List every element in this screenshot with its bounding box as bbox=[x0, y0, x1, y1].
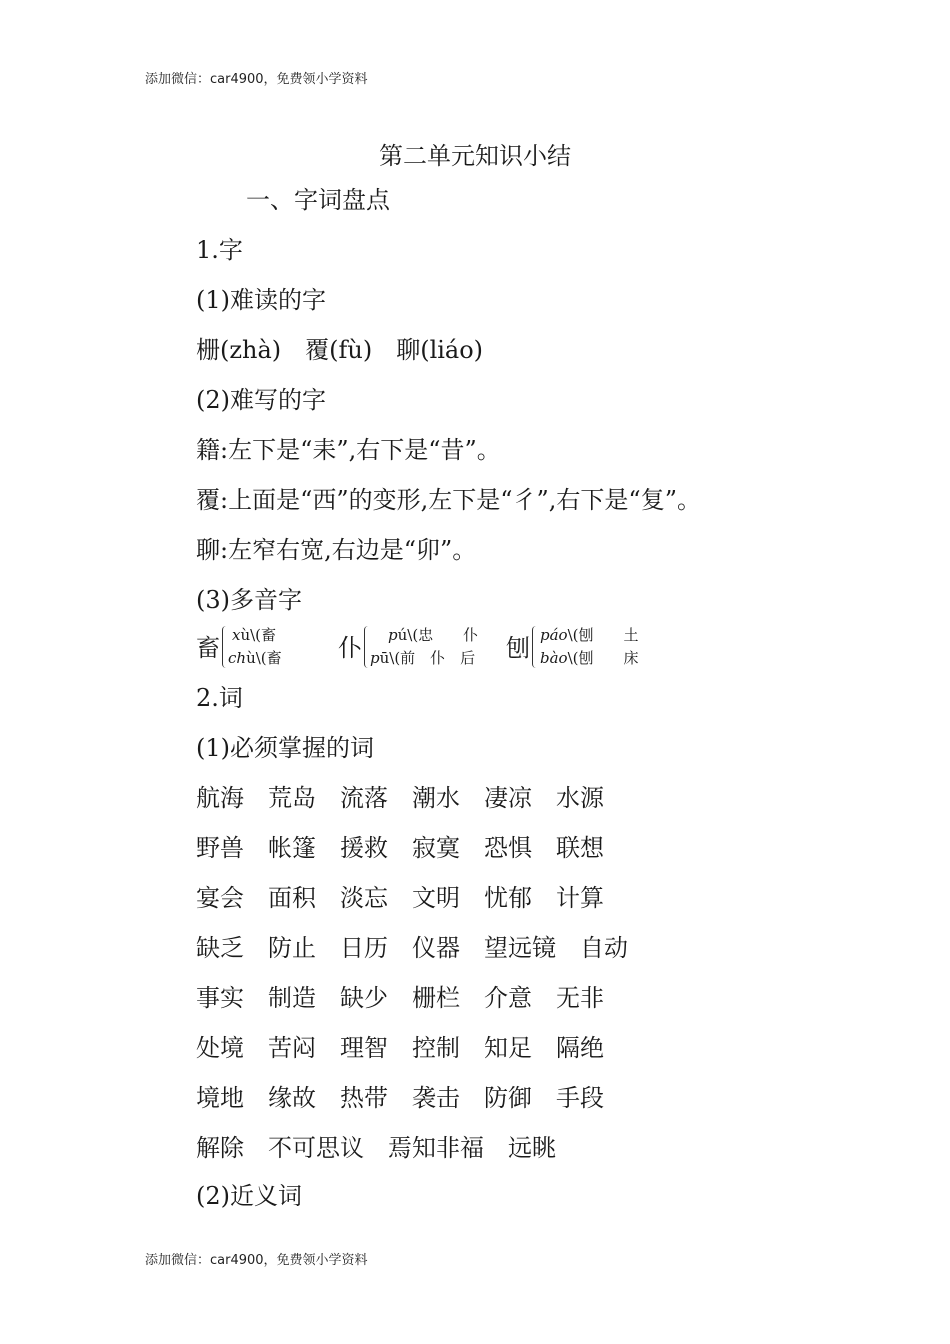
word-row bbox=[196, 832, 628, 864]
hard-write-item: 籍:左下是“耒”,右下是“昔”。 bbox=[196, 436, 501, 464]
hard-write-item: 聊:左窄右宽,右边是“卯”。 bbox=[196, 536, 477, 564]
vocab-word: 自动 bbox=[580, 934, 628, 962]
brace-mark bbox=[532, 626, 538, 668]
vocab-word: 知足 bbox=[484, 1034, 532, 1062]
vocab-word: 流落 bbox=[340, 784, 388, 812]
vocab-word: 帐篷 bbox=[268, 834, 316, 862]
subheading-characters: 1.字 bbox=[196, 236, 243, 264]
vocab-word: 境地 bbox=[196, 1084, 244, 1112]
vocab-word: 淡忘 bbox=[340, 884, 388, 912]
vocab-word: 防御 bbox=[484, 1084, 532, 1112]
vocab-word: 面积 bbox=[268, 884, 316, 912]
reading-line: pū\(前 仆 后 bbox=[370, 649, 476, 667]
vocab-word: 手段 bbox=[556, 1084, 604, 1112]
vocab-word: 计算 bbox=[556, 884, 604, 912]
vocab-word: 水源 bbox=[556, 784, 604, 812]
vocab-word: 热带 bbox=[340, 1084, 388, 1112]
reading-line: bào\(刨 床 bbox=[540, 649, 639, 667]
reading-line: chù\(畜 bbox=[228, 649, 282, 667]
vocab-word: 联想 bbox=[556, 834, 604, 862]
vocab-word: 袭击 bbox=[412, 1084, 460, 1112]
vocab-word: 文明 bbox=[412, 884, 460, 912]
vocab-word: 制造 bbox=[268, 984, 316, 1012]
hard-write-item: 覆:上面是“西”的变形,左下是“彳”,右下是“复”。 bbox=[196, 486, 701, 514]
vocab-word: 缺乏 bbox=[196, 934, 244, 962]
hard-write-heading: (2)难写的字 bbox=[196, 386, 326, 414]
polyphone-heading: (3)多音字 bbox=[196, 586, 302, 614]
polyphone-char: 刨 bbox=[506, 634, 530, 662]
section-heading: 一、字词盘点 bbox=[246, 186, 390, 214]
must-know-heading: (1)必须掌握的词 bbox=[196, 734, 374, 762]
vocab-word: 潮水 bbox=[412, 784, 460, 812]
vocab-word: 日历 bbox=[340, 934, 388, 962]
vocab-word: 荒岛 bbox=[268, 784, 316, 812]
word-row bbox=[196, 932, 652, 964]
vocab-word: 缘故 bbox=[268, 1084, 316, 1112]
vocab-word: 野兽 bbox=[196, 834, 244, 862]
subheading-words: 2.词 bbox=[196, 684, 243, 712]
vocab-word: 忧郁 bbox=[484, 884, 532, 912]
reading-line: xù\(畜 bbox=[232, 626, 277, 644]
vocab-word: 事实 bbox=[196, 984, 244, 1012]
vocab-word: 恐惧 bbox=[484, 834, 532, 862]
hard-read-line: 栅(zhà) 覆(fù) 聊(liáo) bbox=[196, 336, 484, 364]
vocab-word: 远眺 bbox=[508, 1134, 556, 1162]
header-note: 添加微信：car4900，免费领小学资料 bbox=[145, 72, 368, 87]
word-row bbox=[196, 1082, 628, 1114]
vocab-word: 无非 bbox=[556, 984, 604, 1012]
reading-line: páo\(刨 土 bbox=[540, 626, 639, 644]
vocab-word: 栅栏 bbox=[412, 984, 460, 1012]
word-row bbox=[196, 1032, 628, 1064]
vocab-word: 援救 bbox=[340, 834, 388, 862]
vocab-word: 理智 bbox=[340, 1034, 388, 1062]
vocab-word: 宴会 bbox=[196, 884, 244, 912]
vocab-word: 望远镜 bbox=[484, 934, 556, 962]
word-row bbox=[196, 782, 628, 814]
word-row bbox=[196, 882, 628, 914]
vocab-word: 凄凉 bbox=[484, 784, 532, 812]
page-title: 第二单元知识小结 bbox=[379, 142, 571, 170]
vocab-word: 隔绝 bbox=[556, 1034, 604, 1062]
polyphone-char: 畜 bbox=[196, 634, 220, 662]
synonym-heading: (2)近义词 bbox=[196, 1182, 302, 1210]
vocab-word: 缺少 bbox=[340, 984, 388, 1012]
vocab-word: 航海 bbox=[196, 784, 244, 812]
vocab-word: 仪器 bbox=[412, 934, 460, 962]
vocab-word: 控制 bbox=[412, 1034, 460, 1062]
vocab-word: 解除 bbox=[196, 1134, 244, 1162]
vocab-word: 焉知非福 bbox=[388, 1134, 484, 1162]
polyphone-char: 仆 bbox=[338, 634, 362, 662]
vocab-word: 介意 bbox=[484, 984, 532, 1012]
word-row bbox=[196, 982, 628, 1014]
vocab-word: 不可思议 bbox=[268, 1134, 364, 1162]
reading-line: pú\(忠 仆 bbox=[388, 626, 479, 644]
vocab-word: 处境 bbox=[196, 1034, 244, 1062]
vocab-word: 防止 bbox=[268, 934, 316, 962]
vocab-word: 寂寞 bbox=[412, 834, 460, 862]
hard-read-heading: (1)难读的字 bbox=[196, 286, 326, 314]
polyphone-block bbox=[196, 622, 656, 674]
vocab-word: 苦闷 bbox=[268, 1034, 316, 1062]
footer-note: 添加微信：car4900，免费领小学资料 bbox=[145, 1253, 368, 1268]
word-row bbox=[196, 1132, 580, 1164]
